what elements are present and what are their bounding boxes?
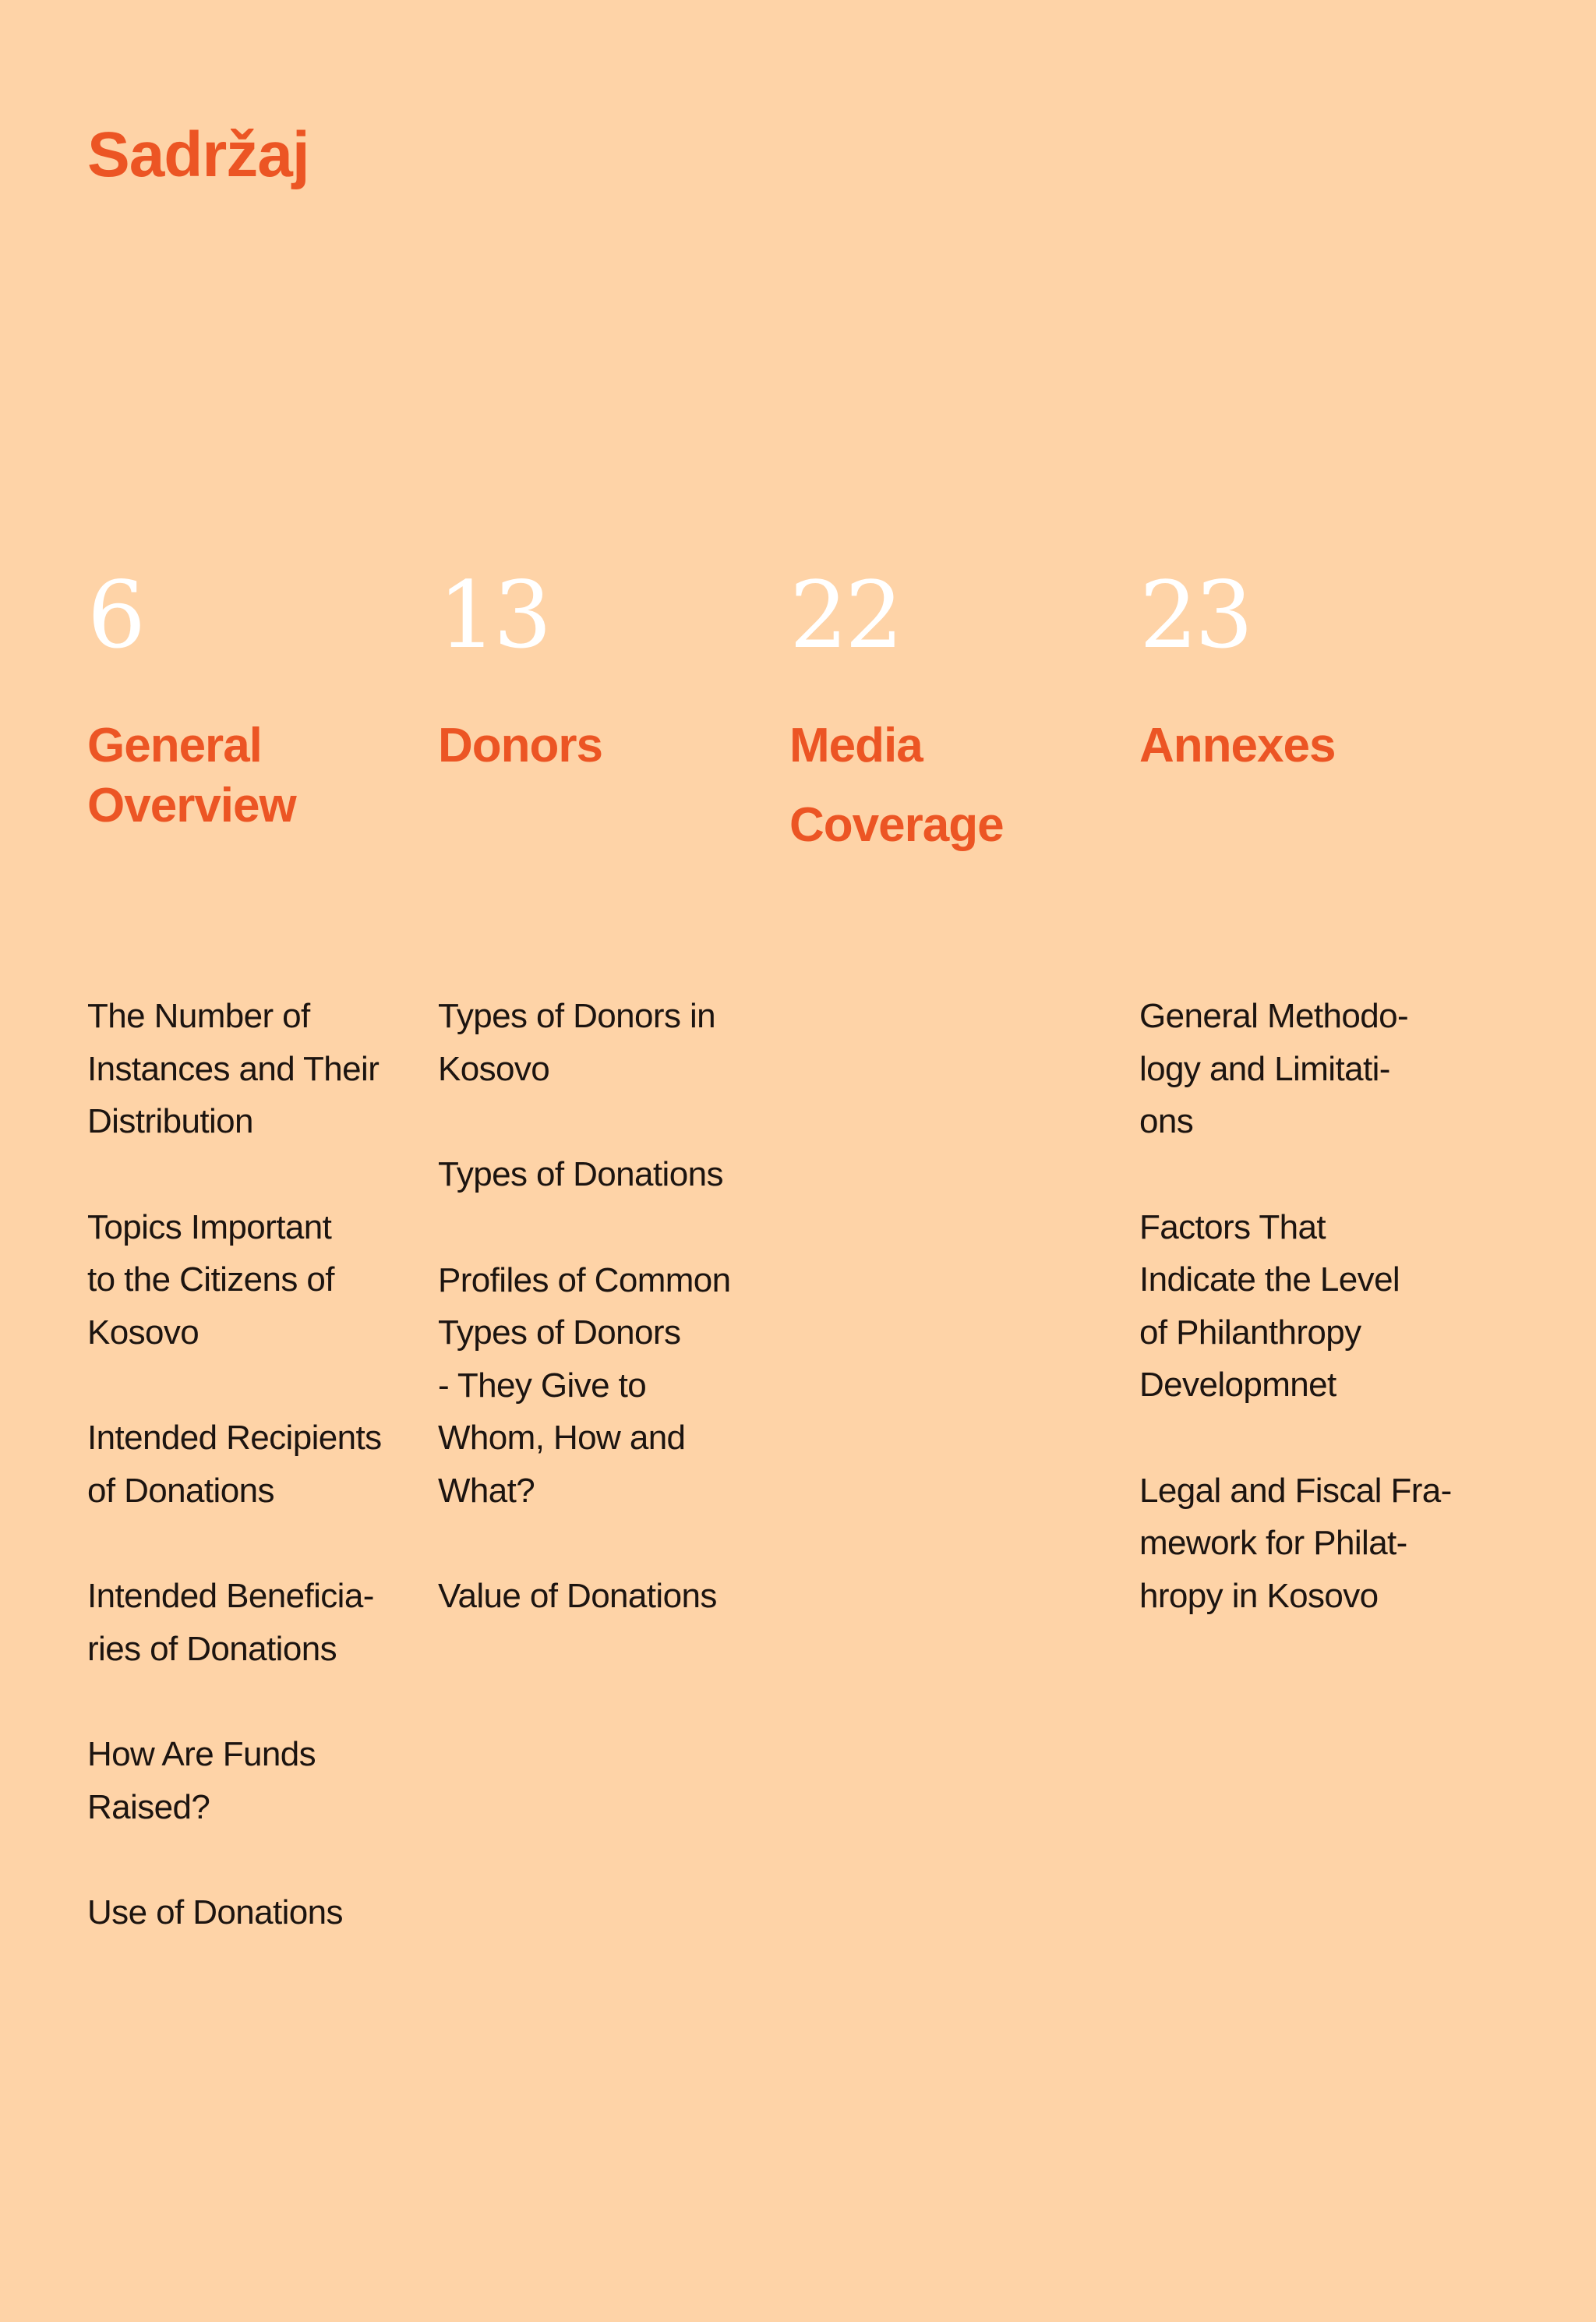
section-items xyxy=(438,990,765,1676)
contents-item[interactable]: Factors That Indicate the Level of Philanthropy Developmnet xyxy=(1139,1207,1400,1404)
contents-item[interactable]: Intended Beneficia- ries of Donations xyxy=(87,1577,374,1668)
section-page-number: 23 xyxy=(1139,561,1251,669)
section-title: Donors xyxy=(438,719,602,772)
section-items xyxy=(1139,990,1467,1675)
contents-item[interactable]: Legal and Fiscal Fra- mework for Philat- hropy in Kosovo xyxy=(1139,1471,1452,1615)
contents-item[interactable]: Use of Donations xyxy=(87,1893,343,1931)
contents-item[interactable]: Types of Donations xyxy=(438,1155,723,1193)
contents-item[interactable]: Types of Donors in Kosovo xyxy=(438,997,716,1088)
section-page-number: 22 xyxy=(789,561,901,669)
section-title: Annexes xyxy=(1139,719,1336,772)
section-page-number: 13 xyxy=(438,561,549,669)
contents-item[interactable]: The Number of Instances and Their Distribution xyxy=(87,997,380,1140)
contents-item[interactable]: Profiles of Common Types of Donors - They Give to Whom, How and What? xyxy=(438,1260,731,1510)
contents-item[interactable]: General Methodo- logy and Limitati- ons xyxy=(1139,997,1409,1140)
section-page-number: 6 xyxy=(87,561,143,669)
contents-item[interactable]: Topics Important to the Citizens of Kosovo xyxy=(87,1207,334,1352)
contents-item[interactable]: Value of Donations xyxy=(438,1577,717,1615)
page-title: Sadržaj xyxy=(87,119,309,190)
contents-item[interactable]: Intended Recipients of Donations xyxy=(87,1419,382,1510)
contents-item[interactable]: How Are Funds Raised? xyxy=(87,1735,316,1826)
section-title: Media Coverage xyxy=(789,719,1004,852)
section-title: General Overview xyxy=(87,719,296,832)
section-items xyxy=(87,990,415,1992)
